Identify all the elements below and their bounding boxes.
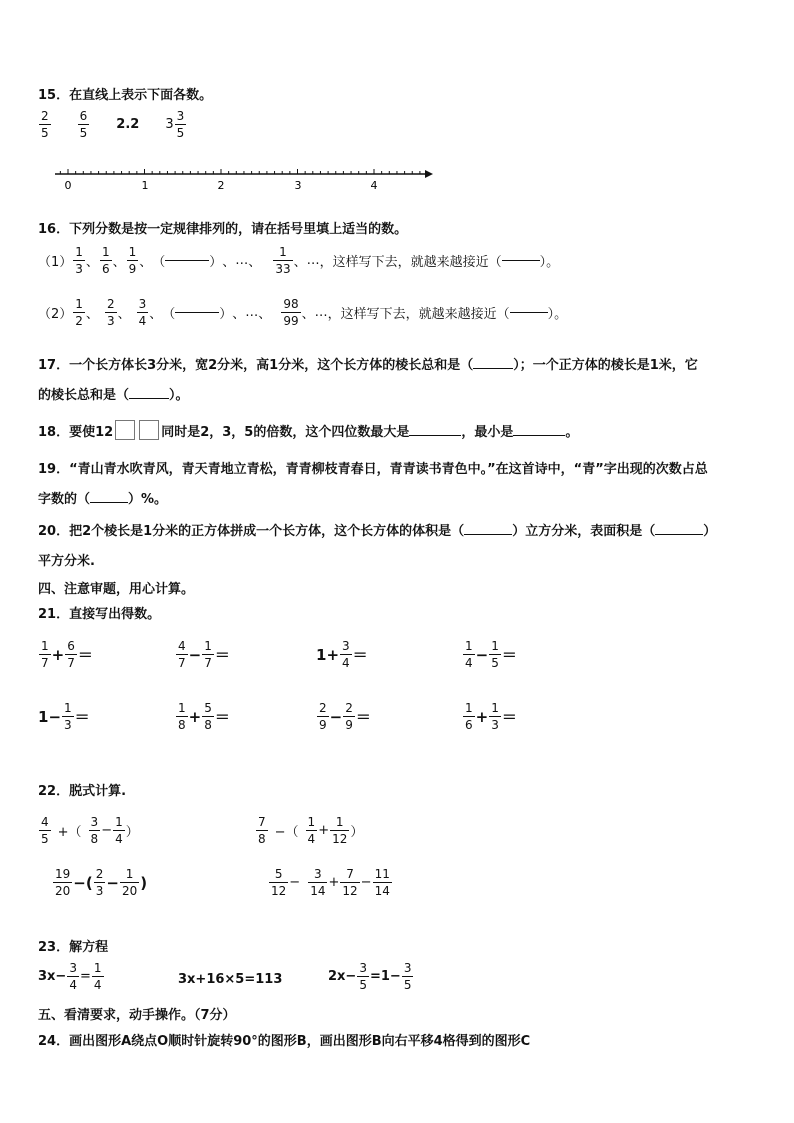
q15-number-line bbox=[50, 165, 435, 193]
axis-label-0: 0 bbox=[64, 179, 72, 192]
q22-expr-3: $\frac{19}{20}$ −( $\frac{2}{3}$ − $\frac{1}{20}$ ) bbox=[55, 867, 148, 898]
q15-frac-2: $\frac{6}{5}$ bbox=[79, 109, 88, 140]
q16-p2-blank1[interactable] bbox=[175, 312, 219, 313]
q18-blank1[interactable] bbox=[409, 435, 461, 436]
q20-line1: 20．把2个棱长是1分米的正方体拼成一个长方体，这个长方体的体积是（ ）立方分米，表面积是（ ） bbox=[38, 524, 717, 539]
q22-expr-4: $\frac{5}{12}$ − $\frac{3}{14}$ + $\frac{7}{12}$ − $\frac{11}{14}$ bbox=[271, 867, 390, 898]
q22-expr-2: $\frac{7}{8}$ −（ $\frac{1}{4}$ + $\frac{1}{12}$ ） bbox=[258, 815, 364, 846]
q18-box2[interactable] bbox=[139, 420, 159, 440]
q24-text: 24．画出图形A绕点O顺时针旋转90°的图形B，画出图形B向右平移4格得到的图形C bbox=[38, 1034, 531, 1049]
q17-blank2[interactable] bbox=[129, 398, 169, 399]
q16-p2-f2: $\frac{2}{3}$ bbox=[106, 297, 115, 328]
q21-item-2: $\frac{4}{7}$ − $\frac{1}{7}$ ＝ bbox=[178, 639, 230, 670]
axis-label-4: 4 bbox=[370, 179, 378, 192]
q17-line1: 17．一个长方体长3分米，宽2分米，高1分米，这个长方体的棱长总和是（ ）；一个正方体的棱长是1米，它 bbox=[38, 358, 698, 373]
q21-item-5: 1 − $\frac{1}{3}$ ＝ bbox=[38, 701, 90, 732]
axis-label-2: 2 bbox=[217, 179, 225, 192]
q16-p2-label: （2） bbox=[38, 307, 73, 322]
q23-title: 23．解方程 bbox=[38, 940, 109, 955]
q20-line2: 平方分米. bbox=[38, 554, 95, 569]
q15-frac-1: $\frac{2}{5}$ bbox=[41, 109, 49, 140]
q19-line1: 19．“青山青水吹青风，青天青地立青松，青青柳枝青春日，青青读书青色中。”在这首诗中，“青”字出现的次数占总 bbox=[38, 462, 708, 477]
q16-part1: （1） $\frac{1}{3}$ 、 $\frac{1}{6}$ 、 $\frac{1}{9}$ 、 （ ） 、 … 、 $\frac{1}{33}$ 、 … ，这样写下去，就越来越接近（ ）。 bbox=[38, 245, 560, 276]
q16-p1-f1: $\frac{1}{3}$ bbox=[75, 245, 83, 276]
q16-p1-blank2[interactable] bbox=[502, 260, 540, 261]
q16-p1-f3: $\frac{1}{9}$ bbox=[128, 245, 137, 276]
q19-line2: 字数的（ ）%。 bbox=[38, 492, 168, 507]
q16-part2: （2） $\frac{1}{2}$ 、 $\frac{2}{3}$ 、 $\frac{3}{4}$ 、 （ ） 、 … 、 $\frac{98}{99}$ 、 … ，这样写下去，就越来越接近（ ）。 bbox=[38, 297, 568, 328]
q23-eq-3: 2x− $\frac{3}{5}$ =1− $\frac{3}{5}$ bbox=[328, 961, 412, 992]
q16-p2-f1: $\frac{1}{2}$ bbox=[75, 297, 83, 328]
q17-line2: 的棱长总和是（ ）。 bbox=[38, 388, 189, 403]
q15-mixed-frac: $\frac{3}{5}$ bbox=[176, 109, 185, 140]
q16-p2-last: $\frac{98}{99}$ bbox=[283, 297, 299, 328]
q21-title: 21．直接写出得数。 bbox=[38, 607, 161, 622]
axis-label-1: 1 bbox=[141, 179, 149, 192]
axis-label-3: 3 bbox=[294, 179, 302, 192]
q23-eq-2: 3x+16×5=113 bbox=[178, 972, 283, 987]
q21-item-7: $\frac{2}{9}$ − $\frac{2}{9}$ ＝ bbox=[319, 701, 371, 732]
q18-blank2[interactable] bbox=[513, 435, 565, 436]
q20-blank2[interactable] bbox=[655, 534, 703, 535]
q16-p2-blank2[interactable] bbox=[510, 312, 548, 313]
q23-eq-1: 3x− $\frac{3}{4}$ = $\frac{1}{4}$ bbox=[38, 961, 102, 992]
q15-mixed-whole: 3 bbox=[165, 117, 174, 132]
q21-item-8: $\frac{1}{6}$ + $\frac{1}{3}$ ＝ bbox=[465, 701, 517, 732]
q22-title: 22．脱式计算. bbox=[38, 784, 127, 799]
q16-p2-f3: $\frac{3}{4}$ bbox=[138, 297, 147, 328]
section-4-heading: 四、注意审题，用心计算。 bbox=[38, 582, 195, 597]
q16-title: 16．下列分数是按一定规律排列的，请在括号里填上适当的数。 bbox=[38, 222, 408, 237]
q21-item-4: $\frac{1}{4}$ − $\frac{1}{5}$ ＝ bbox=[465, 639, 517, 670]
q18-box1[interactable] bbox=[115, 420, 135, 440]
q15-numbers bbox=[38, 110, 187, 139]
q16-p1-label: （1） bbox=[38, 255, 73, 270]
q20-blank1[interactable] bbox=[464, 534, 512, 535]
section-5-heading: 五、看清要求，动手操作。（7分） bbox=[38, 1008, 236, 1023]
q15-decimal: 2.2 bbox=[116, 117, 140, 132]
q17-blank1[interactable] bbox=[473, 368, 513, 369]
q16-p1-last: $\frac{1}{33}$ bbox=[275, 245, 291, 276]
q21-item-1: $\frac{1}{7}$ + $\frac{6}{7}$ ＝ bbox=[41, 639, 93, 670]
q15-title: 15．在直线上表示下面各数。 bbox=[38, 88, 213, 103]
q16-p1-f2: $\frac{1}{6}$ bbox=[101, 245, 110, 276]
q22-expr-1: $\frac{4}{5}$ +（ $\frac{3}{8}$ − $\frac{1}{4}$ ） bbox=[41, 815, 139, 846]
q21-item-3: 1 + $\frac{3}{4}$ ＝ bbox=[316, 639, 368, 670]
q19-blank[interactable] bbox=[90, 502, 128, 503]
q21-item-6: $\frac{1}{8}$ + $\frac{5}{8}$ ＝ bbox=[178, 701, 230, 732]
q18: 18．要使12 同时是2，3，5的倍数，这个四位数最大是 ，最小是 。 bbox=[38, 420, 578, 440]
q16-p1-blank1[interactable] bbox=[165, 260, 209, 261]
